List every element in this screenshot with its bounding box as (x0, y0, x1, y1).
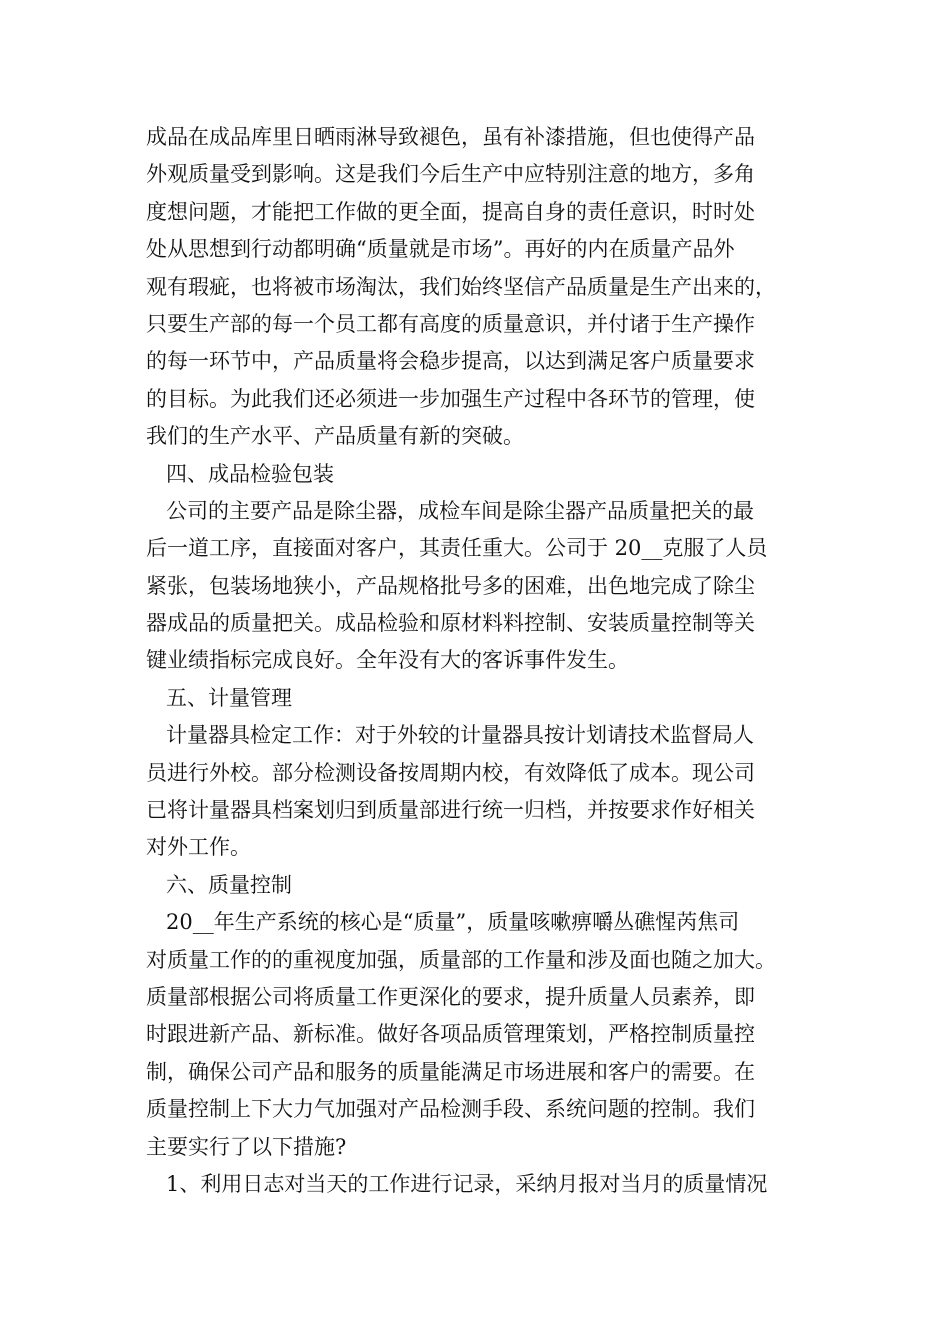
body-line: 处从思想到行动都明确“质量就是市场”。再好的内在质量产品外 (146, 237, 735, 262)
body-line: 主要实行了以下措施? (146, 1134, 347, 1159)
body-line: 度想问题，才能把工作做的更全面，提高自身的责任意识，时时处 (146, 199, 755, 224)
body-line: 质量部根据公司将质量工作更深化的要求，提升质量人员素养，即 (146, 984, 755, 1009)
body-line: 员进行外校。部分检测设备按周期内校，有效降低了成本。现公司 (146, 760, 755, 785)
body-line: 的每一环节中，产品质量将会稳步提高，以达到满足客户质量要求 (146, 349, 755, 374)
section-heading: 五、计量管理 (166, 685, 292, 710)
document-body (146, 119, 826, 1203)
section-heading: 四、成品检验包装 (166, 461, 334, 486)
body-line: 已将计量器具档案划归到质量部进行统一归档，并按要求作好相关 (146, 798, 755, 823)
body-line: 我们的生产水平、产品质量有新的突破。 (146, 424, 524, 449)
body-line: 的目标。为此我们还必须进一步加强生产过程中各环节的管理，使 (146, 386, 755, 411)
body-line: 制，确保公司产品和服务的质量能满足市场进展和客户的需要。在 (146, 1059, 755, 1084)
body-line: 键业绩指标完成良好。全年没有大的客诉事件发生。 (146, 648, 629, 673)
body-line: 公司的主要产品是除尘器，成检车间是除尘器产品质量把关的最 (166, 498, 754, 523)
body-line: 计量器具检定工作：对于外较的计量器具按计划请技术监督局人 (166, 723, 754, 748)
body-line: 后一道工序，直接面对客户，其责任重大。公司于 20__克服了人员 (146, 536, 768, 561)
body-line: 对外工作。 (146, 835, 251, 860)
section-heading: 六、质量控制 (166, 872, 292, 897)
body-line: 20__年生产系统的核心是“质量”，质量咳嗽痹嚼丛礁惺芮焦司 (166, 910, 740, 935)
body-line: 成品在成品库里日晒雨淋导致褪色，虽有补漆措施，但也使得产品 (146, 125, 755, 149)
body-line: 时跟进新产品、新标准。做好各项品质管理策划，严格控制质量控 (146, 1022, 755, 1047)
list-item: 1、利用日志对当天的工作进行记录，采纳月报对当月的质量情况 (166, 1171, 768, 1196)
body-line: 观有瑕疵，也将被市场淘汰，我们始终坚信产品质量是生产出来的， (146, 274, 776, 299)
body-line: 质量控制上下大力气加强对产品检测手段、系统问题的控制。我们 (146, 1097, 755, 1122)
body-line: 紧张，包装场地狭小，产品规格批号多的困难，出色地完成了除尘 (146, 573, 755, 598)
body-line: 器成品的质量把关。成品检验和原材料料控制、安装质量控制等关 (146, 611, 755, 636)
body-line: 对质量工作的的重视度加强，质量部的工作量和涉及面也随之加大。 (146, 947, 776, 972)
body-line: 外观质量受到影响。这是我们今后生产中应特别注意的地方，多角 (146, 162, 755, 187)
body-line: 只要生产部的每一个员工都有高度的质量意识，并付诸于生产操作 (146, 311, 755, 336)
